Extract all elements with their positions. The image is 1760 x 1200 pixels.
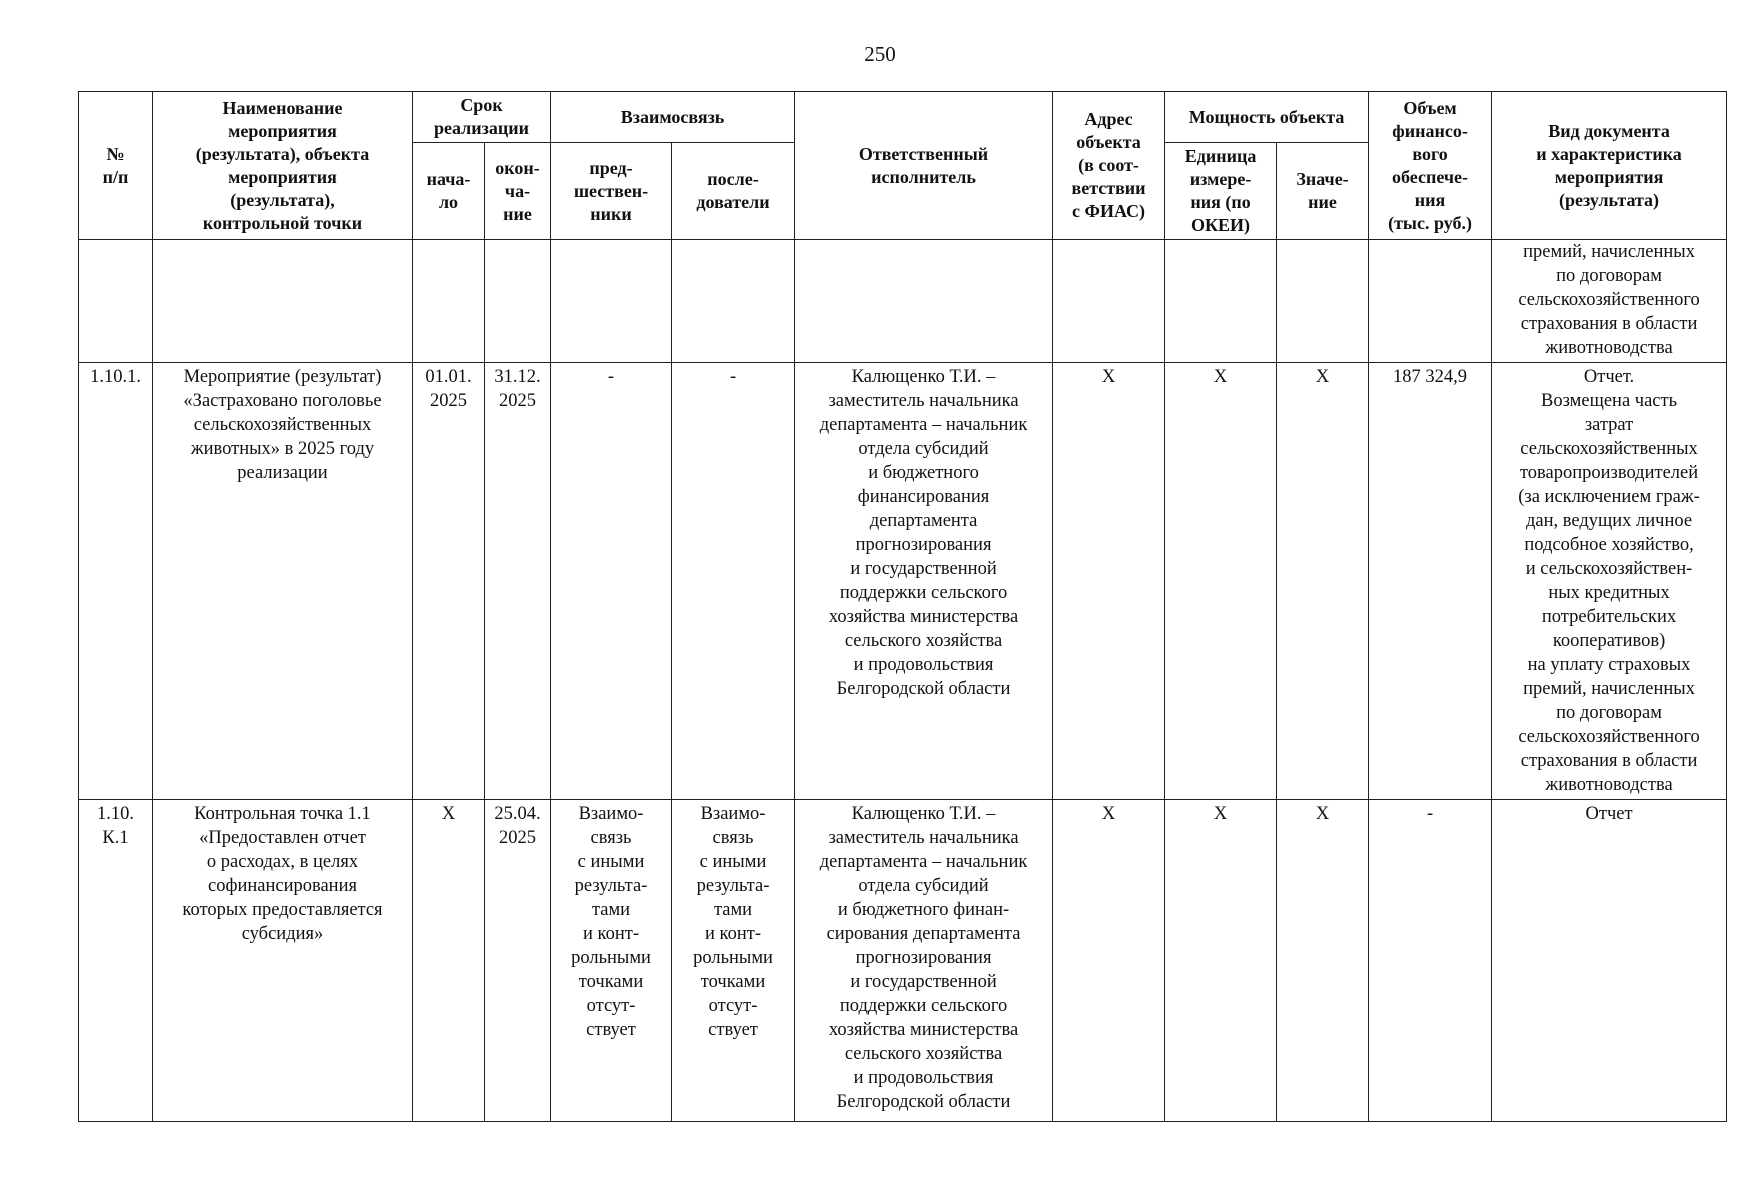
- header-number: № п/п: [79, 92, 153, 240]
- table-row-continuation: [79, 240, 1727, 363]
- cell-responsible: [795, 240, 1053, 363]
- cell-start: Х: [413, 800, 485, 1122]
- cell-start: 01.01. 2025: [413, 363, 485, 800]
- cell-responsible: Калющенко Т.И. – заместитель начальника департамента – начальник отдела субсидий и бюджетного финансирования департамента прогнозирования и государственной поддержки сельского хозяйства министерства сельского хозяйства и продовольствия Белгородской области: [795, 363, 1053, 800]
- cell-name: Мероприятие (результат) «Застраховано поголовье сельскохозяйственных животных» в 2025 году реализации: [153, 363, 413, 800]
- header-responsible: Ответственный исполнитель: [795, 92, 1053, 240]
- header-unit: Единица измере- ния (по ОКЕИ): [1165, 143, 1277, 240]
- cell-predecessors: [551, 240, 672, 363]
- cell-name: [153, 240, 413, 363]
- cell-number: 1.10.1.: [79, 363, 153, 800]
- header-finance: Объем финансо- вого обеспече- ния (тыс. руб.): [1369, 92, 1492, 240]
- table-row-control-point: [79, 800, 1727, 1122]
- header-end: окон- ча- ние: [485, 143, 551, 240]
- cell-finance: -: [1369, 800, 1492, 1122]
- header-period: Срок реализации: [413, 92, 551, 143]
- cell-successors: Взаимо- связь с иными результа- тами и конт- рольными точками отсут- ствует: [672, 800, 795, 1122]
- cell-unit: Х: [1165, 363, 1277, 800]
- cell-predecessors: Взаимо- связь с иными результа- тами и конт- рольными точками отсут- ствует: [551, 800, 672, 1122]
- header-start: нача- ло: [413, 143, 485, 240]
- cell-number: [79, 240, 153, 363]
- cell-finance: [1369, 240, 1492, 363]
- cell-value: Х: [1277, 363, 1369, 800]
- cell-unit: [1165, 240, 1277, 363]
- page-number: 250: [864, 42, 896, 66]
- header-value: Значе- ние: [1277, 143, 1369, 240]
- header-successors: после- дователи: [672, 143, 795, 240]
- header-capacity: Мощность объекта: [1165, 92, 1369, 143]
- cell-doctype: Отчет: [1492, 800, 1727, 1122]
- cell-end: 25.04. 2025: [485, 800, 551, 1122]
- header-predecessors: пред- шествен- ники: [551, 143, 672, 240]
- activities-table: [78, 91, 1727, 1122]
- cell-successors: [672, 240, 795, 363]
- cell-start: [413, 240, 485, 363]
- cell-end: 31.12. 2025: [485, 363, 551, 800]
- cell-name: Контрольная точка 1.1 «Предоставлен отчет о расходах, в целях софинансирования которых предоставляется субсидия»: [153, 800, 413, 1122]
- cell-number: 1.10. К.1: [79, 800, 153, 1122]
- header-doctype: Вид документа и характеристика мероприятия (результата): [1492, 92, 1727, 240]
- cell-address: Х: [1053, 800, 1165, 1122]
- cell-address: [1053, 240, 1165, 363]
- cell-value: Х: [1277, 800, 1369, 1122]
- header-name: Наименование мероприятия (результата), объекта мероприятия (результата), контрольной точки: [153, 92, 413, 240]
- cell-predecessors: -: [551, 363, 672, 800]
- cell-unit: Х: [1165, 800, 1277, 1122]
- cell-finance: 187 324,9: [1369, 363, 1492, 800]
- cell-successors: -: [672, 363, 795, 800]
- header-address: Адрес объекта (в соот- ветствии с ФИАС): [1053, 92, 1165, 240]
- cell-doctype: премий, начисленных по договорам сельскохозяйственного страхования в области животноводства: [1492, 240, 1727, 363]
- cell-end: [485, 240, 551, 363]
- cell-address: Х: [1053, 363, 1165, 800]
- cell-value: [1277, 240, 1369, 363]
- header-relation: Взаимосвязь: [551, 92, 795, 143]
- table-row-event: [79, 363, 1727, 800]
- cell-doctype: Отчет. Возмещена часть затрат сельскохозяйственных товаропроизводителей (за исключением граж- дан, ведущих личное подсобное хозяйство, и сельскохозяйствен- ных кредитных потребительских кооперативов) на уплату страховых премий, начисленных по договорам сельскохозяйственного страхования в области животноводства: [1492, 363, 1727, 800]
- cell-responsible: Калющенко Т.И. – заместитель начальника департамента – начальник отдела субсидий и бюджетного финан- сирования департамента прогнозирования и государственной поддержки сельского хозяйства министерства сельского хозяйства и продовольствия Белгородской области: [795, 800, 1053, 1122]
